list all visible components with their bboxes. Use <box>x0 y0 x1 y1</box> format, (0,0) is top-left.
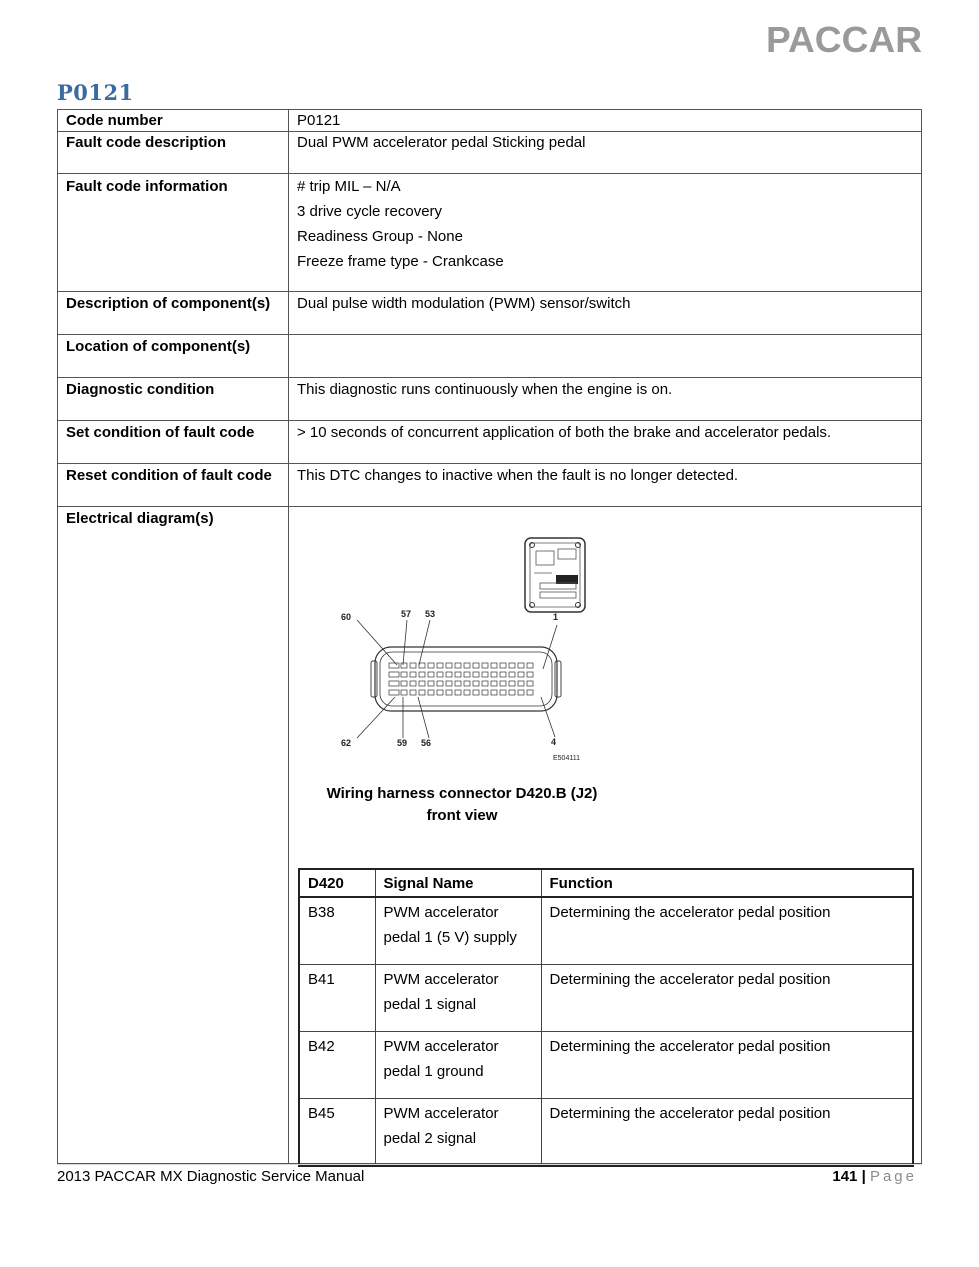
connector-pin-grid <box>389 663 533 695</box>
table-row <box>58 174 922 292</box>
signal-row <box>299 897 913 965</box>
signal-row <box>299 1032 913 1099</box>
signal-cell: PWM accelerator pedal 1 signal <box>375 965 541 1032</box>
row-value: Dual pulse width modulation (PWM) sensor/switch <box>289 292 922 335</box>
page-separator: | <box>861 1168 866 1185</box>
table-row <box>58 110 922 132</box>
diagram-caption <box>317 783 607 827</box>
connector-pin <box>464 690 470 695</box>
page-word: Page <box>869 1168 917 1185</box>
connector-pin <box>464 672 470 677</box>
table-row <box>58 335 922 378</box>
connector-pin <box>428 663 434 668</box>
paccar-logo <box>764 18 924 58</box>
row-value: P0121 <box>289 110 922 132</box>
connector-pin <box>401 663 407 668</box>
row-value: > 10 seconds of concurrent application of both the brake and accelerator pedals. <box>289 421 922 464</box>
connector-pin <box>500 663 506 668</box>
connector-pin <box>491 672 497 677</box>
row-label: Fault code description <box>58 132 289 174</box>
signal-row <box>299 1099 913 1167</box>
connector-pin <box>455 681 461 686</box>
connector-pin <box>428 690 434 695</box>
row-value: This DTC changes to inactive when the fault is no longer detected. <box>289 464 922 507</box>
pin-cell: B42 <box>299 1032 375 1099</box>
connector-pin <box>518 681 524 686</box>
figure-id: E504111 <box>553 755 580 762</box>
connector-pin <box>446 681 452 686</box>
row-label: Electrical diagram(s) <box>58 507 289 1164</box>
connector-pin <box>482 663 488 668</box>
connector-pin <box>410 690 416 695</box>
connector-pin <box>401 681 407 686</box>
connector-pin <box>527 663 533 668</box>
row-label: Location of component(s) <box>58 335 289 378</box>
connector-pin <box>419 663 425 668</box>
connector-pin <box>482 690 488 695</box>
table-row <box>58 464 922 507</box>
connector-pin <box>518 690 524 695</box>
pin-label-62: 62 <box>341 738 352 748</box>
footer-divider <box>57 1164 922 1165</box>
row-value: Dual PWM accelerator pedal Sticking pedal <box>289 132 922 174</box>
table-row <box>58 292 922 335</box>
connector-pin <box>527 672 533 677</box>
pin-cell: B38 <box>299 897 375 965</box>
info-line: Readiness Group - None <box>297 228 463 245</box>
pin-label-56: 56 <box>421 738 432 748</box>
connector-pin <box>473 663 479 668</box>
info-line: # trip MIL – N/A <box>297 178 401 195</box>
table-row <box>58 132 922 174</box>
signal-cell: PWM accelerator pedal 1 ground <box>375 1032 541 1099</box>
connector-pin <box>419 672 425 677</box>
connector-pin <box>428 672 434 677</box>
connector-pin <box>473 672 479 677</box>
connector-pin <box>389 690 399 695</box>
connector-pin <box>437 672 443 677</box>
signal-table <box>298 868 914 1167</box>
table-row <box>58 507 922 1164</box>
connector-pin <box>389 672 399 677</box>
function-cell: Determining the accelerator pedal position <box>541 897 913 965</box>
row-label: Code number <box>58 110 289 132</box>
row-value <box>289 335 922 378</box>
connector-pin <box>509 681 515 686</box>
pin-label-57: 57 <box>401 609 412 619</box>
connector-pin <box>446 663 452 668</box>
connector-pin <box>419 681 425 686</box>
connector-pin <box>518 672 524 677</box>
row-label: Description of component(s) <box>58 292 289 335</box>
connector-pin <box>500 681 506 686</box>
signal-cell: PWM accelerator pedal 2 signal <box>375 1099 541 1167</box>
connector-pin <box>428 681 434 686</box>
ecu-module-icon <box>522 535 588 615</box>
connector-pin <box>518 663 524 668</box>
connector-pin <box>410 681 416 686</box>
page-number: 141 <box>832 1168 858 1185</box>
table-row <box>58 378 922 421</box>
page-title: P0121 <box>57 80 134 105</box>
connector-pin <box>491 690 497 695</box>
connector-pin <box>455 690 461 695</box>
column-header: Signal Name <box>375 869 541 897</box>
table-row <box>58 421 922 464</box>
connector-pin <box>482 672 488 677</box>
pin-label-4: 4 <box>551 737 557 747</box>
function-cell: Determining the accelerator pedal position <box>541 1099 913 1167</box>
connector-pin <box>401 672 407 677</box>
footer-manual-title: 2013 PACCAR MX Diagnostic Service Manual <box>57 1168 365 1185</box>
connector-pin <box>509 672 515 677</box>
info-line: 3 drive cycle recovery <box>297 203 443 220</box>
connector-d420-diagram <box>329 607 599 767</box>
connector-pin <box>491 663 497 668</box>
connector-pin <box>527 690 533 695</box>
connector-pin <box>410 672 416 677</box>
connector-pin <box>410 663 416 668</box>
connector-pin <box>389 663 399 668</box>
function-cell: Determining the accelerator pedal position <box>541 965 913 1032</box>
electrical-diagram-cell <box>289 507 922 1164</box>
connector-pin <box>464 663 470 668</box>
row-label: Set condition of fault code <box>58 421 289 464</box>
row-value <box>289 174 922 292</box>
connector-pin <box>389 681 399 686</box>
caption-line: Wiring harness connector D420.B (J2) <box>326 785 598 802</box>
info-line: Freeze frame type - Crankcase <box>297 253 504 270</box>
caption-line: front view <box>426 807 498 824</box>
connector-pin <box>437 663 443 668</box>
column-header: Function <box>541 869 913 897</box>
connector-pin <box>446 690 452 695</box>
connector-pin <box>500 690 506 695</box>
pin-label-60: 60 <box>341 612 352 622</box>
signal-row <box>299 965 913 1032</box>
connector-pin <box>473 681 479 686</box>
connector-pin <box>401 690 407 695</box>
connector-pin <box>455 672 461 677</box>
signal-table-header <box>299 869 913 897</box>
connector-pin <box>419 690 425 695</box>
connector-pin <box>455 663 461 668</box>
connector-pin <box>473 690 479 695</box>
connector-pin <box>437 690 443 695</box>
pin-label-59: 59 <box>397 738 408 748</box>
fault-code-table <box>57 109 922 1164</box>
footer-page <box>832 1168 917 1185</box>
connector-pin <box>500 672 506 677</box>
signal-cell: PWM accelerator pedal 1 (5 V) supply <box>375 897 541 965</box>
pin-cell: B45 <box>299 1099 375 1167</box>
row-label: Reset condition of fault code <box>58 464 289 507</box>
connector-pin <box>482 681 488 686</box>
connector-pin <box>509 663 515 668</box>
connector-pin <box>527 681 533 686</box>
pin-label-1: 1 <box>553 612 559 622</box>
row-value: This diagnostic runs continuously when the engine is on. <box>289 378 922 421</box>
svg-text:PACCAR: PACCAR <box>766 19 922 58</box>
function-cell: Determining the accelerator pedal position <box>541 1032 913 1099</box>
connector-pin <box>437 681 443 686</box>
connector-pin <box>491 681 497 686</box>
connector-pin <box>446 672 452 677</box>
electrical-diagram <box>289 507 922 1163</box>
column-header: D420 <box>299 869 375 897</box>
connector-pin <box>509 690 515 695</box>
pin-cell: B41 <box>299 965 375 1032</box>
row-label: Diagnostic condition <box>58 378 289 421</box>
row-label: Fault code information <box>58 174 289 292</box>
pin-label-53: 53 <box>425 609 436 619</box>
connector-pin <box>464 681 470 686</box>
